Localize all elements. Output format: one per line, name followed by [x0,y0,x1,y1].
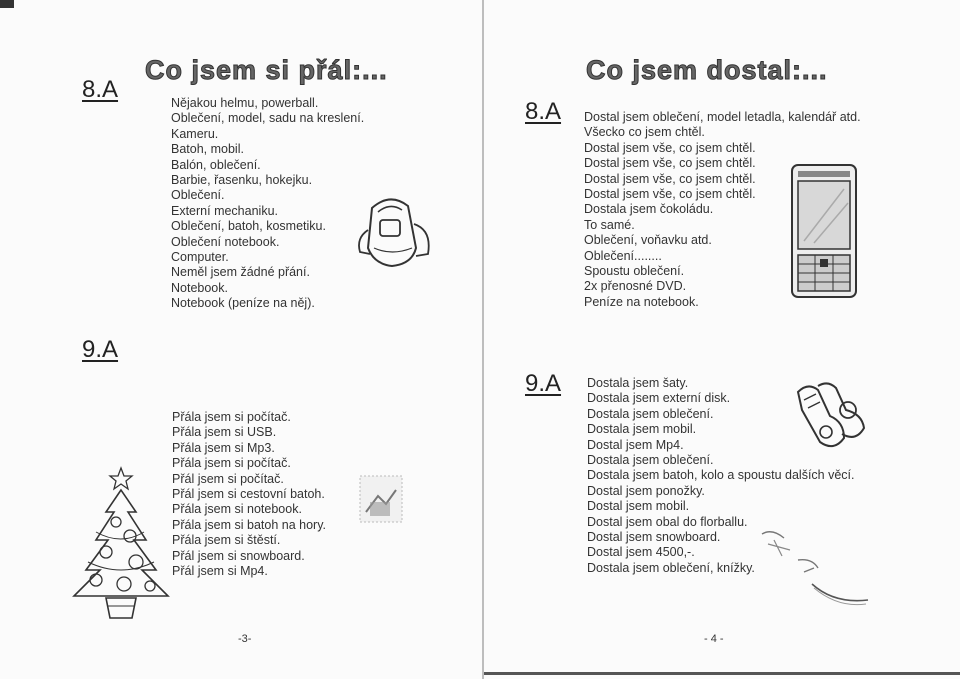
gift-list-item: Oblečení, voňavku atd. [584,233,712,248]
left-9a-wish-list [172,410,326,579]
wish-list-item: Oblečení, batoh, kosmetiku. [171,219,326,234]
wish-list-item: Notebook. [171,280,228,295]
left-8a-wish-list [171,96,364,312]
right-class-9a-label: 9.A [525,370,562,397]
right-class-8a-label: 8.A [525,98,562,125]
gift-list-item: To samé. [584,217,635,232]
gift-list-item: Peníze na notebook. [584,294,699,309]
gift-list-item: Dostala jsem oblečení. [587,453,714,468]
gift-list-item: Dostala jsem externí disk. [587,391,731,406]
wish-list-item: Přála jsem si batoh na hory. [172,517,327,532]
wish-list-item: Oblečení notebook. [171,234,280,249]
wish-list-item: Balón, oblečení. [171,157,261,172]
gift-list-item: Dostala jsem oblečení, knížky. [587,560,755,575]
wish-list-item: Přála jsem si notebook. [172,502,302,517]
wish-list-item: Externí mechaniku. [171,203,278,218]
snowboard-icon [742,524,874,612]
gift-list-item: Dostala jsem mobil. [587,422,697,437]
scan-corner-mark [0,0,14,8]
scan-bottom-edge [484,672,960,675]
gift-list-item: Dostal jsem obal do florballu. [587,514,748,529]
backpack-icon [352,190,436,272]
socks-icon [790,380,872,456]
wish-list-item: Přála jsem si Mp3. [172,440,275,455]
wish-list-item: Přál jsem si cestovní batoh. [172,487,325,502]
gift-list-item: Dostal jsem vše, co jsem chtěl. [584,140,756,155]
wish-list-item: Computer. [171,250,229,265]
wish-list-item: Oblečení. [171,188,225,203]
gift-list-item: 2x přenosné DVD. [584,279,687,294]
small-photo-image [356,472,406,526]
wish-list-item: Přála jsem si počítač. [172,410,291,424]
gift-list-item: Spoustu oblečení. [584,264,685,279]
christmas-tree-icon [66,466,176,622]
gift-list-item: Všecko co jsem chtěl. [584,125,705,140]
wish-list-item: Přála jsem si počítač. [172,456,291,471]
wish-list-item: Neměl jsem žádné přání. [171,265,310,280]
wish-list-item: Batoh, mobil. [171,142,244,157]
wish-list-item: Oblečení, model, sadu na kreslení. [171,111,365,126]
gift-list-item: Dostala jsem oblečení. [587,406,714,421]
gift-list-item: Oblečení........ [584,248,662,263]
gift-list-item: Dostal jsem vše, co jsem chtěl. [584,187,756,202]
wish-list-item: Barbie, řasenku, hokejku. [171,173,313,188]
gift-list-item: Dostal jsem vše, co jsem chtěl. [584,171,756,186]
left-page-number: -3- [238,633,252,645]
wish-list-item: Notebook (peníze na něj). [171,296,315,311]
gift-list-item: Dostala jsem čokoládu. [584,202,714,217]
right-page-title: Co jsem dostal:... [586,55,828,85]
gift-list-item: Dostal jsem ponožky. [587,483,705,498]
wish-list-item: Přál jsem si Mp4. [172,564,268,579]
gift-list-item: Dostala jsem batoh, kolo a spoustu dalších věcí. [587,468,855,483]
right-page [484,0,960,679]
wish-list-item: Přála jsem si USB. [172,425,277,440]
left-class-8a-label: 8.A [82,76,119,103]
gift-list-item: Dostala jsem šaty. [587,376,689,390]
wish-list-item: Přál jsem si snowboard. [172,548,305,563]
gift-list-item: Dostal jsem 4500,-. [587,545,695,560]
wish-list-item: Přála jsem si štěstí. [172,533,281,548]
wish-list-item: Přál jsem si počítač. [172,471,284,486]
left-class-9a-label: 9.A [82,336,119,363]
gift-list-item: Dostal jsem oblečení, model letadla, kalendář atd. [584,110,861,124]
gift-list-item: Dostal jsem vše, co jsem chtěl. [584,156,756,171]
left-page-title: Co jsem si přál:... [145,55,388,85]
gift-list-item: Dostal jsem snowboard. [587,530,721,545]
gift-list-item: Dostal jsem Mp4. [587,437,684,452]
wish-list-item: Kameru. [171,126,219,141]
gift-list-item: Dostal jsem mobil. [587,499,690,514]
wish-list-item: Nějakou helmu, powerball. [171,96,319,110]
right-page-number: - 4 - [704,633,724,645]
mobile-phone-icon [790,163,858,299]
